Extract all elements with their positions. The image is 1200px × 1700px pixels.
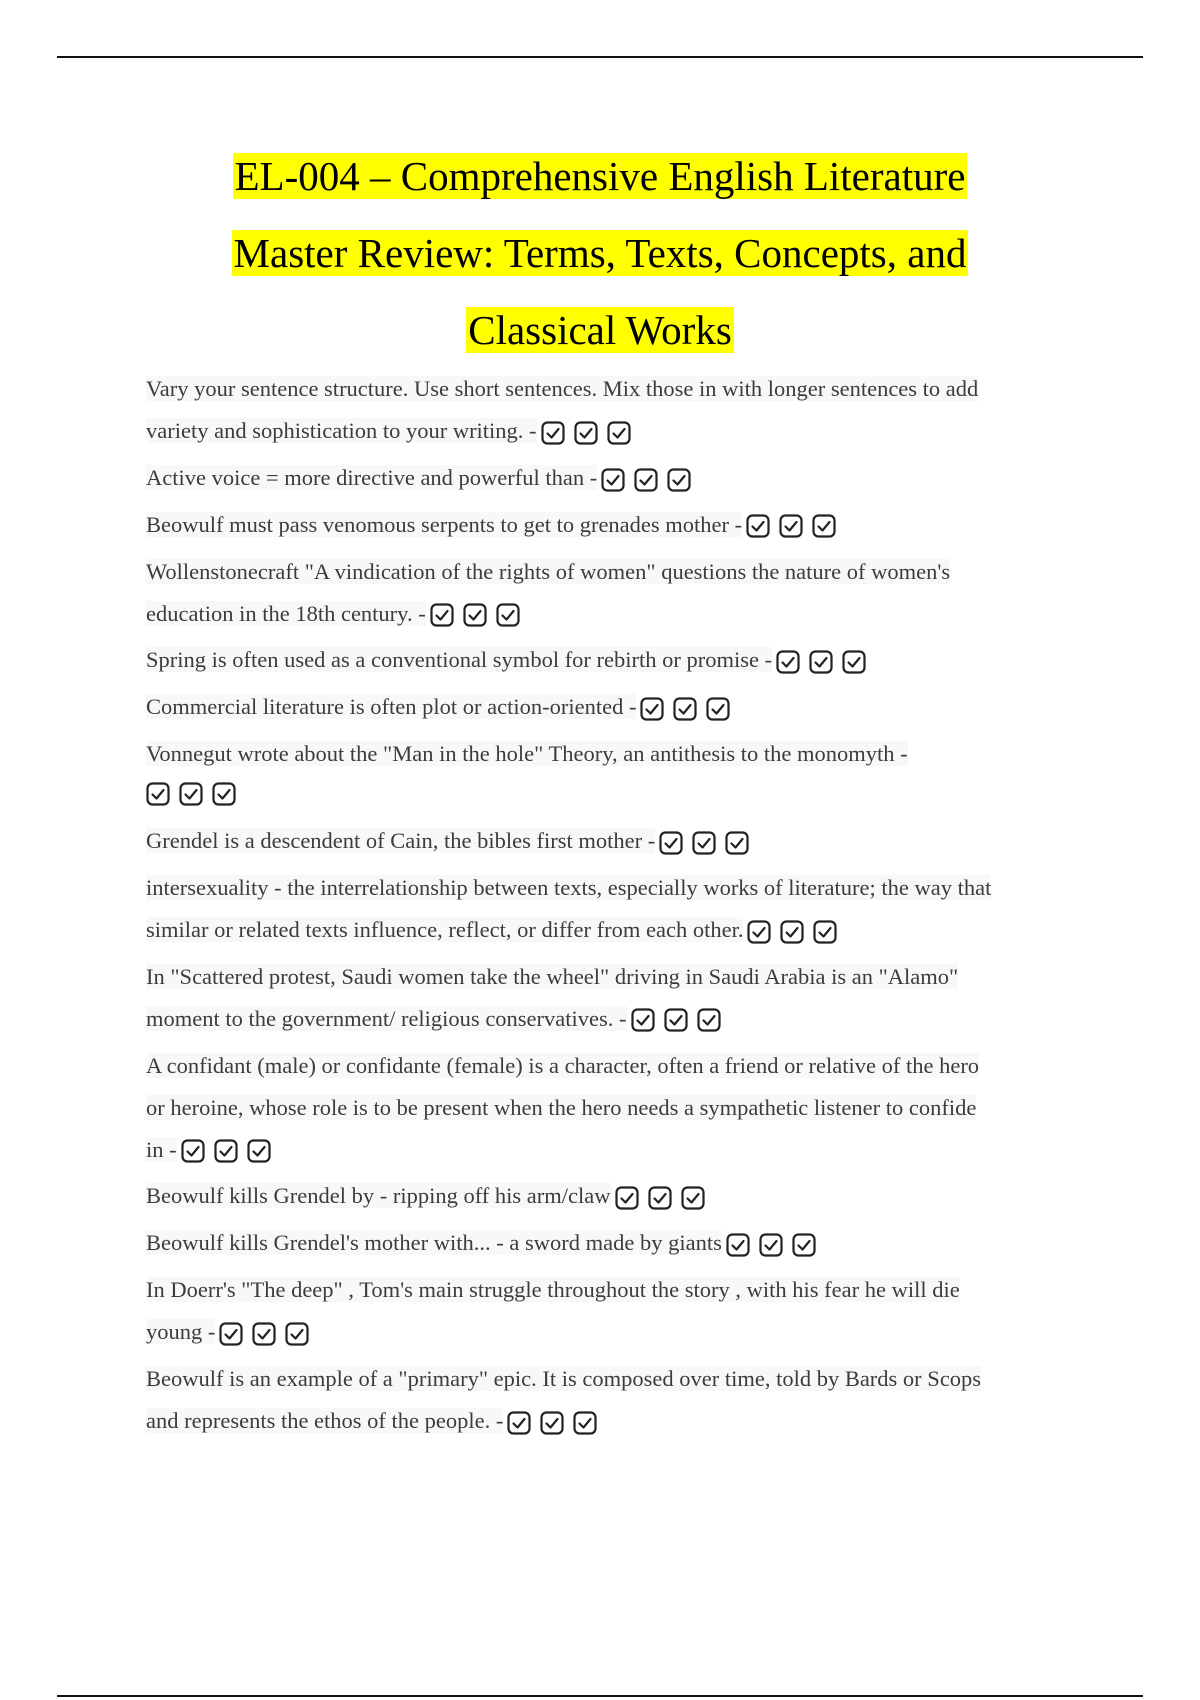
flashcard-entry [146, 820, 1076, 864]
entry-text-line [146, 867, 1076, 909]
document-title [100, 138, 1100, 369]
checkbox-checked-icon [601, 468, 625, 492]
answer-checkmarks [615, 1177, 714, 1219]
answer-checkmarks [541, 412, 640, 454]
entry-text-line [146, 410, 1076, 454]
checkbox-checked-icon [634, 468, 658, 492]
entry-text-line [146, 1087, 1076, 1129]
entry-text: Spring is often used as a conventional symbol for rebirth or promise - [146, 647, 773, 673]
entry-text-line [146, 1045, 1076, 1087]
title-line-3: Classical Works [468, 307, 732, 353]
flashcard-entry [146, 457, 1076, 501]
flashcard-entry [146, 639, 1076, 683]
answer-checkmarks [181, 1130, 280, 1172]
entry-text-line [146, 998, 1076, 1042]
checkbox-checked-icon [812, 514, 836, 538]
entry-text-line [146, 1400, 1076, 1444]
entry-text-line [146, 639, 1076, 683]
checkbox-checked-icon [507, 1411, 531, 1435]
entry-text: Beowulf kills Grendel's mother with... - a sword made by giants [146, 1230, 722, 1256]
entry-text-line [146, 593, 1076, 637]
answer-checkmarks [747, 911, 846, 953]
checkbox-checked-icon [779, 514, 803, 538]
checkbox-checked-icon [181, 1139, 205, 1163]
checkbox-checked-icon [179, 782, 203, 806]
flashcard-entry [146, 551, 1076, 637]
answer-checkmarks [601, 459, 700, 501]
checkbox-checked-icon [430, 603, 454, 627]
checkbox-checked-icon [697, 1008, 721, 1032]
entry-text: young - [146, 1319, 216, 1345]
checkbox-checked-icon [573, 1411, 597, 1435]
checkbox-checked-icon [813, 920, 837, 944]
entry-text-line [146, 1269, 1076, 1311]
answer-checkmarks [430, 594, 529, 636]
entry-text: Vonnegut wrote about the "Man in the hole" Theory, an antithesis to the monomyth - [146, 741, 908, 767]
entry-text-line [146, 733, 1076, 775]
flashcard-list [146, 368, 1076, 1447]
checkbox-checked-icon [607, 421, 631, 445]
entry-text-line [146, 1222, 1076, 1266]
checkbox-checked-icon [673, 697, 697, 721]
checkbox-checked-icon [463, 603, 487, 627]
title-line-2: Master Review: Terms, Texts, Concepts, and [233, 230, 967, 276]
checkbox-checked-icon [631, 1008, 655, 1032]
top-rule [57, 56, 1143, 58]
checkbox-checked-icon [541, 421, 565, 445]
checkbox-checked-icon [809, 650, 833, 674]
checkbox-checked-icon [285, 1322, 309, 1346]
checkbox-checked-icon [146, 782, 170, 806]
entry-text: moment to the government/ religious conservatives. - [146, 1005, 627, 1031]
entry-text: Beowulf is an example of a "primary" epic. It is composed over time, told by Bards or Scops [146, 1365, 982, 1391]
entry-text-line [146, 457, 1076, 501]
entry-text: or heroine, whose role is to be present when the hero needs a sympathetic listener to confide [146, 1094, 977, 1120]
entry-text: A confidant (male) or confidante (female) is a character, often a friend or relative of the hero [146, 1052, 980, 1078]
checkbox-checked-icon [792, 1233, 816, 1257]
entry-text: Vary your sentence structure. Use short sentences. Mix those in with longer sentences to add [146, 376, 979, 401]
entry-text: similar or related texts influence, reflect, or differ from each other. [146, 916, 744, 942]
checkbox-checked-icon [664, 1008, 688, 1032]
checkbox-checked-icon [746, 514, 770, 538]
flashcard-entry [146, 504, 1076, 548]
entry-text-line [146, 820, 1076, 864]
answer-checkmarks [726, 1224, 825, 1266]
answer-checkmarks [746, 506, 845, 548]
entry-text-line [146, 368, 1076, 410]
flashcard-entry [146, 686, 1076, 730]
answer-checkmarks [219, 1313, 318, 1355]
entry-text-line [146, 1358, 1076, 1400]
checkbox-checked-icon [776, 650, 800, 674]
checkbox-checked-icon [725, 831, 749, 855]
entry-text: Beowulf kills Grendel by - ripping off his arm/claw [146, 1183, 611, 1209]
entry-text-line [146, 504, 1076, 548]
entry-text: in - [146, 1136, 177, 1162]
checkbox-checked-icon [842, 650, 866, 674]
flashcard-entry [146, 1045, 1076, 1173]
entry-text: and represents the ethos of the people. - [146, 1407, 504, 1433]
flashcard-entry [146, 867, 1076, 953]
entry-text: In "Scattered protest, Saudi women take the wheel" driving in Saudi Arabia is an "Alamo" [146, 963, 959, 989]
entry-text-line [146, 909, 1076, 953]
flashcard-entry [146, 1358, 1076, 1444]
title-line-1: EL-004 – Comprehensive English Literature [234, 153, 966, 199]
entry-text: intersexuality - the interrelationship between texts, especially works of literature; the way that [146, 874, 992, 900]
checkbox-checked-icon [574, 421, 598, 445]
checkbox-checked-icon [219, 1322, 243, 1346]
answer-checkmarks [776, 641, 875, 683]
checkbox-checked-icon [252, 1322, 276, 1346]
answer-checkmarks [507, 1402, 606, 1444]
checkbox-checked-icon [496, 603, 520, 627]
bottom-rule [57, 1695, 1143, 1697]
entry-text-line [146, 1175, 1076, 1219]
flashcard-entry [146, 368, 1076, 454]
entry-text-line [146, 686, 1076, 730]
checkbox-checked-icon [615, 1186, 639, 1210]
entry-text-line [146, 551, 1076, 593]
checkbox-checked-icon [747, 920, 771, 944]
checkbox-checked-icon [540, 1411, 564, 1435]
flashcard-entry [146, 1175, 1076, 1219]
flashcard-entry [146, 1269, 1076, 1355]
checkbox-checked-icon [692, 831, 716, 855]
checkbox-checked-icon [759, 1233, 783, 1257]
checkbox-checked-icon [640, 697, 664, 721]
checkbox-checked-icon [706, 697, 730, 721]
checkbox-checked-icon [214, 1139, 238, 1163]
entry-text: Beowulf must pass venomous serpents to get to grenades mother - [146, 511, 743, 537]
entry-text: Wollenstonecraft "A vindication of the rights of women" questions the nature of women's [146, 558, 951, 584]
entry-text: Commercial literature is often plot or action-oriented - [146, 694, 637, 720]
checkbox-checked-icon [667, 468, 691, 492]
entry-text: variety and sophistication to your writing. - [146, 418, 537, 443]
entry-text-line [146, 1311, 1076, 1355]
flashcard-entry [146, 956, 1076, 1042]
entry-text-line [146, 1129, 1076, 1173]
entry-text-line [146, 956, 1076, 998]
checkbox-checked-icon [247, 1139, 271, 1163]
flashcard-entry [146, 733, 1076, 817]
answer-checkmarks [146, 775, 1076, 817]
checkbox-checked-icon [780, 920, 804, 944]
entry-text: Active voice = more directive and powerful than - [146, 464, 598, 490]
entry-text: education in the 18th century. - [146, 600, 426, 626]
entry-text: In Doerr's "The deep" , Tom's main struggle throughout the story , with his fear he will die [146, 1277, 960, 1303]
checkbox-checked-icon [726, 1233, 750, 1257]
checkbox-checked-icon [681, 1186, 705, 1210]
flashcard-entry [146, 1222, 1076, 1266]
checkbox-checked-icon [659, 831, 683, 855]
checkbox-checked-icon [648, 1186, 672, 1210]
checkbox-checked-icon [212, 782, 236, 806]
answer-checkmarks [640, 688, 739, 730]
answer-checkmarks [659, 822, 758, 864]
answer-checkmarks [631, 1000, 730, 1042]
entry-text: Grendel is a descendent of Cain, the bibles first mother - [146, 828, 656, 854]
